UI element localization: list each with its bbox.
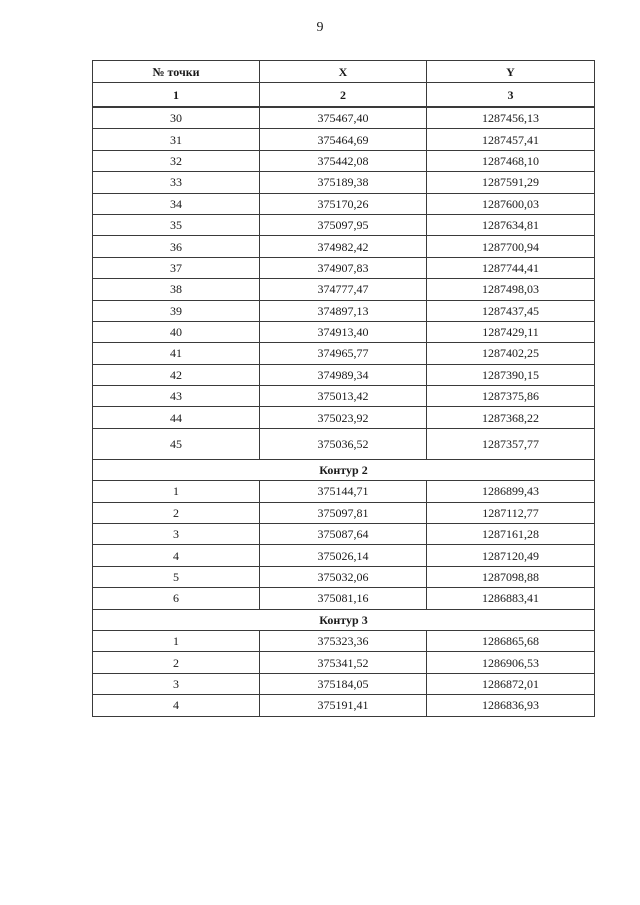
y-coordinate-cell: 1287600,03 [427, 193, 595, 214]
table-row [93, 172, 595, 193]
table-row [93, 279, 595, 300]
point-number-cell: 40 [93, 321, 260, 342]
point-number-cell: 32 [93, 150, 260, 171]
x-coordinate-cell: 374989,34 [260, 364, 427, 385]
table-header-row [93, 61, 595, 83]
point-number-cell: 39 [93, 300, 260, 321]
table-row [93, 481, 595, 502]
column-number: 2 [260, 83, 427, 108]
table-row [93, 129, 595, 150]
y-coordinate-cell: 1286906,53 [427, 652, 595, 673]
table-row [93, 236, 595, 257]
y-coordinate-cell: 1287112,77 [427, 502, 595, 523]
point-number-cell: 1 [93, 630, 260, 651]
point-number-cell: 3 [93, 673, 260, 694]
x-coordinate-cell: 374897,13 [260, 300, 427, 321]
x-coordinate-cell: 374982,42 [260, 236, 427, 257]
page-number: 9 [316, 20, 324, 35]
y-coordinate-cell: 1287357,77 [427, 428, 595, 459]
table-row [93, 300, 595, 321]
point-number-cell: 4 [93, 695, 260, 716]
x-coordinate-cell: 375189,38 [260, 172, 427, 193]
point-number-cell: 35 [93, 214, 260, 235]
x-coordinate-cell: 375191,41 [260, 695, 427, 716]
table-row [93, 150, 595, 171]
x-coordinate-cell: 375026,14 [260, 545, 427, 566]
y-coordinate-cell: 1287457,41 [427, 129, 595, 150]
point-number-cell: 2 [93, 502, 260, 523]
x-coordinate-cell: 375144,71 [260, 481, 427, 502]
coordinates-table [92, 60, 595, 717]
x-coordinate-cell: 375464,69 [260, 129, 427, 150]
table-row [93, 364, 595, 385]
y-coordinate-cell: 1287402,25 [427, 343, 595, 364]
point-number-cell: 30 [93, 107, 260, 129]
x-coordinate-cell: 374777,47 [260, 279, 427, 300]
y-coordinate-cell: 1287120,49 [427, 545, 595, 566]
x-coordinate-cell: 375184,05 [260, 673, 427, 694]
point-number-cell: 44 [93, 407, 260, 428]
point-number-cell: 1 [93, 481, 260, 502]
header-y: Y [427, 61, 595, 83]
point-number-cell: 42 [93, 364, 260, 385]
table-row [93, 673, 595, 694]
table-row [93, 407, 595, 428]
x-coordinate-cell: 375087,64 [260, 524, 427, 545]
x-coordinate-cell: 375442,08 [260, 150, 427, 171]
table-body [93, 107, 595, 716]
point-number-cell: 4 [93, 545, 260, 566]
table-row [93, 630, 595, 651]
x-coordinate-cell: 375323,36 [260, 630, 427, 651]
section-row [93, 609, 595, 630]
table-row [93, 386, 595, 407]
point-number-cell: 36 [93, 236, 260, 257]
table-row [93, 193, 595, 214]
section-row [93, 459, 595, 480]
point-number-cell: 3 [93, 524, 260, 545]
y-coordinate-cell: 1286865,68 [427, 630, 595, 651]
x-coordinate-cell: 374913,40 [260, 321, 427, 342]
x-coordinate-cell: 375467,40 [260, 107, 427, 129]
column-number: 3 [427, 83, 595, 108]
table-row [93, 524, 595, 545]
point-number-cell: 37 [93, 257, 260, 278]
header-point-number: № точки [93, 61, 260, 83]
column-number-row [93, 83, 595, 108]
y-coordinate-cell: 1286899,43 [427, 481, 595, 502]
y-coordinate-cell: 1286836,93 [427, 695, 595, 716]
y-coordinate-cell: 1287634,81 [427, 214, 595, 235]
table-row [93, 502, 595, 523]
y-coordinate-cell: 1287375,86 [427, 386, 595, 407]
point-number-cell: 41 [93, 343, 260, 364]
table-row [93, 588, 595, 609]
y-coordinate-cell: 1287591,29 [427, 172, 595, 193]
x-coordinate-cell: 375036,52 [260, 428, 427, 459]
table-row [93, 214, 595, 235]
point-number-cell: 45 [93, 428, 260, 459]
x-coordinate-cell: 375097,95 [260, 214, 427, 235]
point-number-cell: 33 [93, 172, 260, 193]
x-coordinate-cell: 374965,77 [260, 343, 427, 364]
x-coordinate-cell: 375032,06 [260, 566, 427, 587]
y-coordinate-cell: 1287437,45 [427, 300, 595, 321]
x-coordinate-cell: 375081,16 [260, 588, 427, 609]
y-coordinate-cell: 1287161,28 [427, 524, 595, 545]
y-coordinate-cell: 1287390,15 [427, 364, 595, 385]
point-number-cell: 38 [93, 279, 260, 300]
y-coordinate-cell: 1287098,88 [427, 566, 595, 587]
point-number-cell: 43 [93, 386, 260, 407]
x-coordinate-cell: 375341,52 [260, 652, 427, 673]
y-coordinate-cell: 1287429,11 [427, 321, 595, 342]
point-number-cell: 34 [93, 193, 260, 214]
point-number-cell: 2 [93, 652, 260, 673]
table-row [93, 321, 595, 342]
y-coordinate-cell: 1287700,94 [427, 236, 595, 257]
header-x: X [260, 61, 427, 83]
column-number: 1 [93, 83, 260, 108]
table-row [93, 257, 595, 278]
y-coordinate-cell: 1287368,22 [427, 407, 595, 428]
table-row [93, 428, 595, 459]
table-row [93, 343, 595, 364]
point-number-cell: 5 [93, 566, 260, 587]
x-coordinate-cell: 375170,26 [260, 193, 427, 214]
y-coordinate-cell: 1286872,01 [427, 673, 595, 694]
section-label: Контур 3 [93, 609, 595, 630]
x-coordinate-cell: 374907,83 [260, 257, 427, 278]
table-row [93, 566, 595, 587]
y-coordinate-cell: 1287498,03 [427, 279, 595, 300]
table-row [93, 695, 595, 716]
table-row [93, 107, 595, 129]
x-coordinate-cell: 375097,81 [260, 502, 427, 523]
y-coordinate-cell: 1287456,13 [427, 107, 595, 129]
y-coordinate-cell: 1287744,41 [427, 257, 595, 278]
y-coordinate-cell: 1287468,10 [427, 150, 595, 171]
y-coordinate-cell: 1286883,41 [427, 588, 595, 609]
point-number-cell: 6 [93, 588, 260, 609]
x-coordinate-cell: 375013,42 [260, 386, 427, 407]
section-label: Контур 2 [93, 459, 595, 480]
x-coordinate-cell: 375023,92 [260, 407, 427, 428]
point-number-cell: 31 [93, 129, 260, 150]
table-row [93, 545, 595, 566]
table-row [93, 652, 595, 673]
